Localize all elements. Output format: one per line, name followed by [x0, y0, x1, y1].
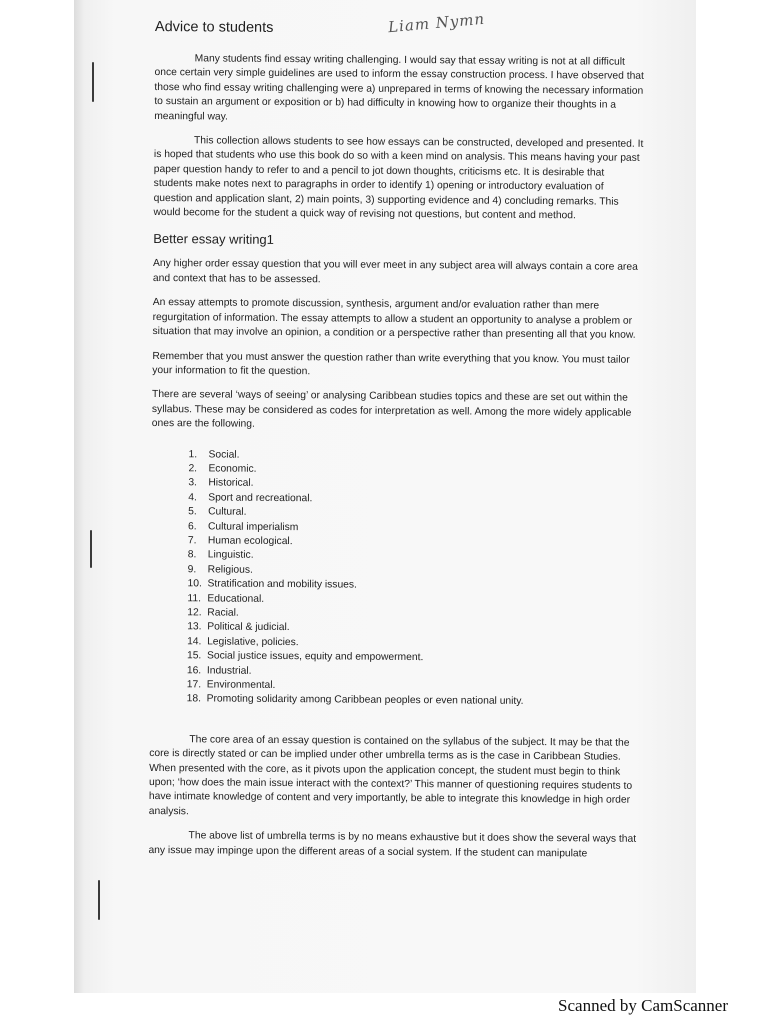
section-heading: Better essay writing1	[153, 231, 274, 248]
body-paragraph: The above list of umbrella terms is by no means exhaustive but it does show the several ways that any issue may impinge upon the different areas of a social system. If the student can manipulate	[148, 830, 637, 860]
list-item-number: 11.	[187, 592, 202, 604]
list-item-number: 3.	[188, 477, 197, 489]
scanned-page	[74, 0, 696, 993]
list-item-number: 17.	[186, 679, 202, 691]
list-item-text: Educational.	[207, 593, 265, 605]
list-item-text: Political & judicial.	[207, 621, 290, 634]
list-item-text: Racial.	[207, 607, 239, 619]
umbrella-terms-list	[150, 448, 642, 711]
list-item-text: Economic.	[208, 463, 257, 475]
body-paragraph: There are several ‘ways of seeing’ or analysing Caribbean studies topics and these are set out within the syllabus. These may be considered as codes for interpretation as well. Among the more widely applicable ones are the following.	[151, 389, 632, 430]
list-item-text: Stratification and mobility issues.	[207, 578, 357, 591]
list-item-number: 10.	[187, 578, 202, 590]
list-item-text: Social.	[208, 448, 240, 461]
list-item-number: 8.	[187, 549, 197, 561]
list-item-number: 5.	[188, 506, 197, 518]
list-item-text: Cultural imperialism	[207, 520, 299, 533]
list-item-number: 14.	[187, 636, 202, 648]
list-item-text: Linguistic.	[207, 549, 254, 562]
list-item-text: Religious.	[207, 564, 253, 576]
list-item-number: 9.	[187, 564, 197, 576]
list-item-text: Historical.	[208, 477, 254, 490]
list-item-number: 13.	[187, 621, 202, 633]
list-item-text: Environmental.	[206, 679, 276, 691]
list-item-number: 18.	[186, 693, 202, 705]
list-item-text: Sport and recreational.	[208, 492, 313, 505]
list-item-number: 16.	[186, 664, 202, 677]
intro-paragraph: Many students find essay writing challenging. I would say that essay writing is not at all difficult once certain very simple guidelines are used to inform the essay construction process. I have observed that those who find essay writing challenging were a) unprepared in terms of knowing the necessary information to sustain an argument or exposition or b) had difficulty in knowing how to organize their thoughts in a meaningful way.	[154, 53, 644, 123]
list-item-text: Cultural.	[208, 506, 247, 518]
handwritten-signature: Liam Nymn	[387, 9, 486, 37]
scanner-watermark: Scanned by CamScanner	[558, 996, 728, 1015]
list-item-number: 12.	[187, 607, 202, 619]
binding-mark-middle	[90, 530, 92, 568]
list-item-number: 6.	[187, 520, 197, 532]
list-item-text: Social justice issues, equity and empowerment.	[206, 650, 424, 664]
list-item	[187, 693, 640, 711]
list-item-number: 2.	[188, 463, 198, 475]
binding-mark-bottom	[98, 880, 100, 920]
list-item-number: 15.	[186, 650, 202, 662]
list-item-text: Legislative, policies.	[207, 636, 299, 648]
list-item-text: Promoting solidarity among Caribbean peoples or even national unity.	[206, 693, 524, 708]
body-paragraph: The core area of an essay question is contained on the syllabus of the subject. It may be that the core is directly stated or can be implied under other umbrella terms as is the case in Caribbean Studies. When presented with the core, as it pivots upon the application concept, the student must begin to think upon; ‘how does the main issue interact with the context?’ This manner of questioning requires students to have intimate knowledge of content and very importantly, be able to integrate this knowledge in high order analysis.	[148, 734, 633, 818]
list-item-number: 4.	[188, 492, 197, 504]
list-item-text: Human ecological.	[207, 535, 293, 548]
binding-mark-top	[92, 62, 94, 102]
body-paragraph: An essay attempts to promote discussion, synthesis, argument and/or evaluation rather than mere regurgitation of information. The essay attempts to allow a student an opportunity to analyse a problem or situation that may involve an opinion, a condition or a perspective rather than presenting all that you know.	[152, 297, 636, 341]
page-content	[148, 18, 645, 872]
page-title: Advice to students	[154, 18, 274, 36]
body-paragraph: Any higher order essay question that you will ever meet in any subject area will always contain a core area and context that has to be assessed.	[152, 258, 638, 286]
intro-paragraph: This collection allows students to see how essays can be constructed, developed and presented. It is hoped that students who use this book do so with a keen mind on analysis. This means having your past paper question handy to refer to and a pencil to jot down thoughts, criticisms etc. It is desirable that students make notes next to paragraphs in order to identify 1) opening or introductory evaluation of question and application slant, 2) main points, 3) supporting evidence and 4) concluding remarks. This would become for the student a quick way of revising not questions, but content and method.	[153, 135, 644, 222]
list-item-number: 1.	[188, 448, 198, 460]
list-item-text: Industrial.	[206, 665, 252, 677]
list-item-number: 7.	[187, 535, 197, 547]
body-paragraph: Remember that you must answer the question rather than write everything that you know. You must tailor your information to fit the question.	[152, 350, 630, 378]
